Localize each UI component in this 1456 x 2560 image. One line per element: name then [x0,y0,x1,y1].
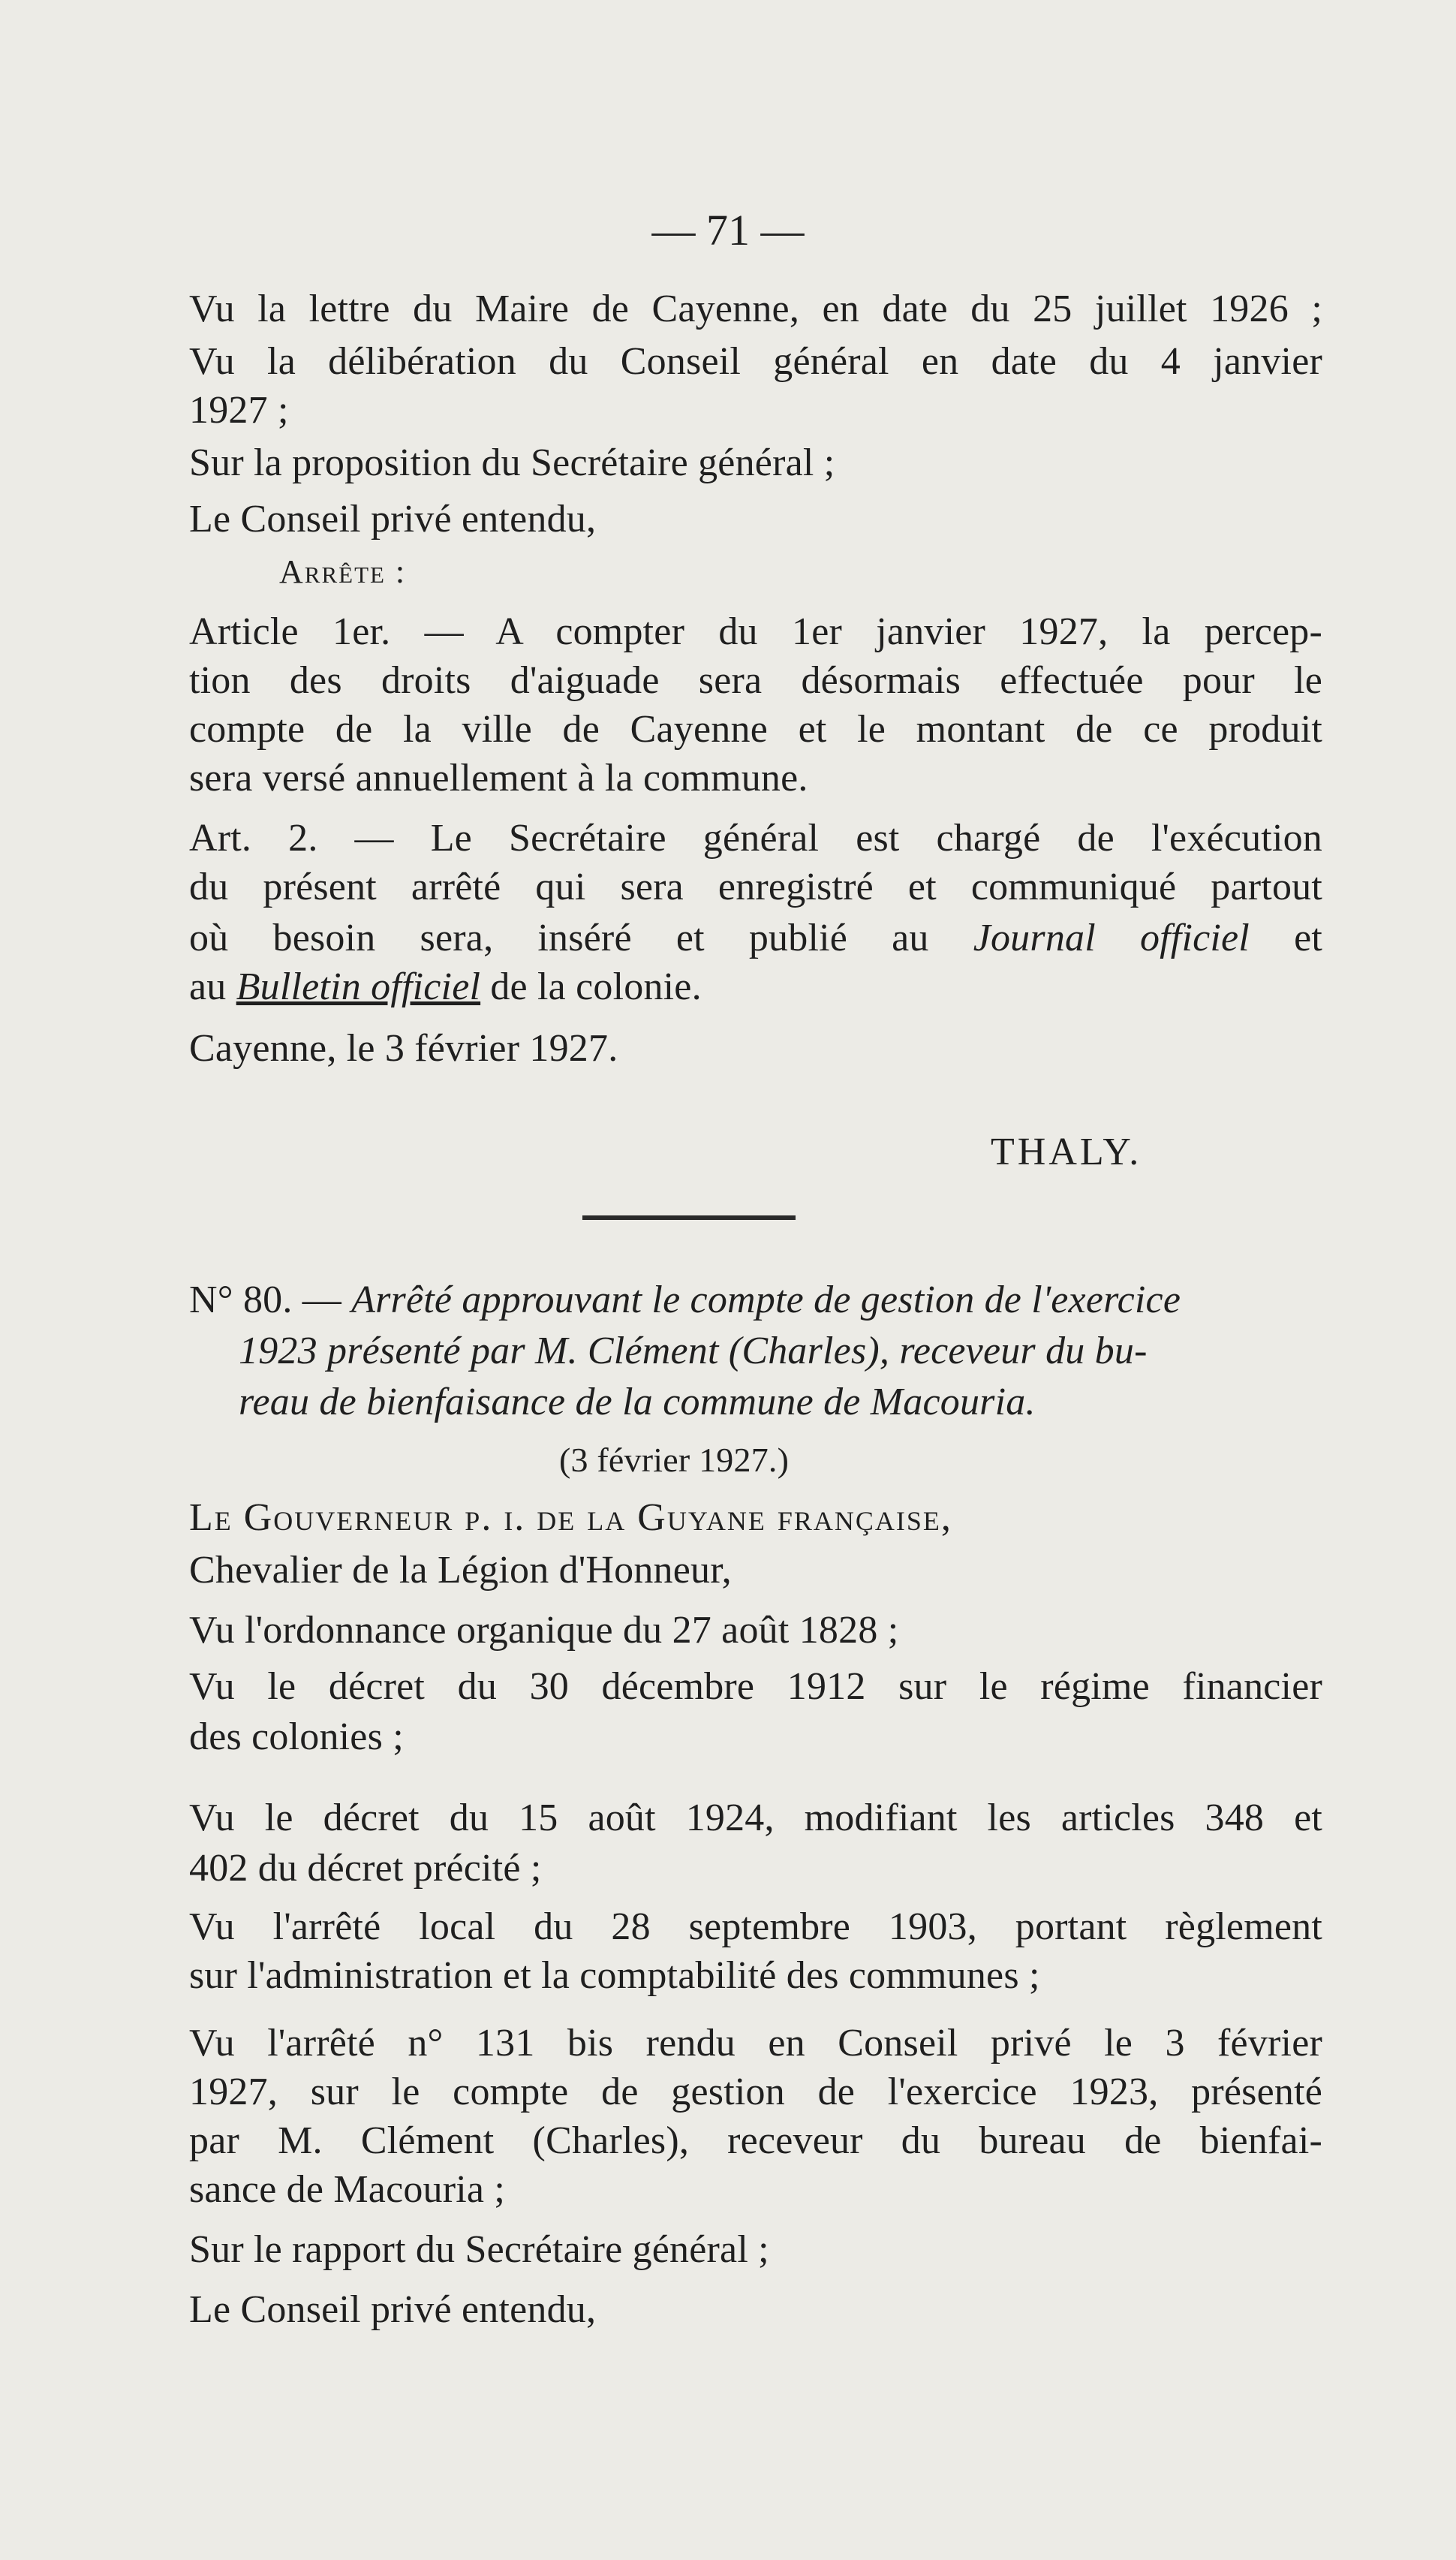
text-line: Chevalier de la Légion d'Honneur, [189,1549,732,1592]
text-line: Le Conseil privé entendu, [189,498,597,541]
text-run: et [1249,917,1322,959]
bulletin-officiel-reference: Bulletin officiel [236,965,481,1008]
text-line: tion des droits d'aiguade sera désormais effectuée pour le [189,659,1322,702]
text-line: sera versé annuellement à la commune. [189,757,808,800]
text-line: des colonies ; [189,1715,404,1758]
journal-officiel-reference: Journal officiel [973,917,1250,959]
text-line: Vu l'arrêté local du 28 septembre 1903, portant règlement [189,1905,1322,1948]
text-line: Vu le décret du 15 août 1924, modifiant les articles 348 et [189,1797,1322,1839]
place-date: Cayenne, le 3 février 1927. [189,1027,618,1070]
text-line: du présent arrêté qui sera enregistré et communiqué partout [189,866,1322,908]
text-line: sur l'administration et la comptabilité des communes ; [189,1954,1040,1997]
text-line: Vu la délibération du Conseil général en date du 4 janvier [189,340,1322,383]
text-line: par M. Clément (Charles), receveur du bureau de bienfai- [189,2119,1322,2162]
page-number: — 71 — [651,206,805,254]
text-line: Vu l'ordonnance organique du 27 août 1828 ; [189,1609,899,1652]
text-run: de la colonie. [480,965,702,1008]
text-line: Le Gouverneur p. i. de la Guyane française, [189,1496,952,1539]
text-line: sance de Macouria ; [189,2168,506,2211]
text-line: Sur le rapport du Secrétaire général ; [189,2228,769,2271]
section-divider [582,1215,796,1220]
text-line: 1927, sur le compte de gestion de l'exercice 1923, présenté [189,2071,1322,2113]
text-line [189,914,1322,962]
section-heading: Arrête : [279,553,407,590]
arrete-heading-line: 1923 présenté par M. Clément (Charles), receveur du bu- [239,1330,1148,1372]
text-line: Sur la proposition du Secrétaire général ; [189,441,835,484]
signature: THALY. [991,1131,1142,1173]
arrete-heading-line: reau de bienfaisance de la commune de Macouria. [239,1381,1036,1423]
arrete-title: Arrêté approuvant le compte de gestion de l'exercice [351,1278,1181,1321]
text-line: 1927 ; [189,389,289,432]
text-line [189,963,702,1011]
text-line: compte de la ville de Cayenne et le montant de ce produit [189,708,1322,751]
arrete-heading-line [189,1276,1322,1324]
text-line: Art. 2. — Le Secrétaire général est chargé de l'exécution [189,817,1322,860]
text-line: Vu le décret du 30 décembre 1912 sur le régime financier [189,1665,1322,1708]
text-run: au [189,965,236,1008]
text-line: Article 1er. — A compter du 1er janvier 1927, la percep- [189,610,1322,653]
text-line: Le Conseil privé entendu, [189,2288,597,2331]
text-run: où besoin sera, inséré et publié au [189,917,973,959]
arrete-number: N° 80. — [189,1278,352,1321]
text-line: Vu la lettre du Maire de Cayenne, en date du 25 juillet 1926 ; [189,288,1322,330]
arrete-date: (3 février 1927.) [559,1441,790,1479]
text-line: 402 du décret précité ; [189,1847,542,1890]
text-line: Vu l'arrêté n° 131 bis rendu en Conseil privé le 3 février [189,2022,1322,2065]
